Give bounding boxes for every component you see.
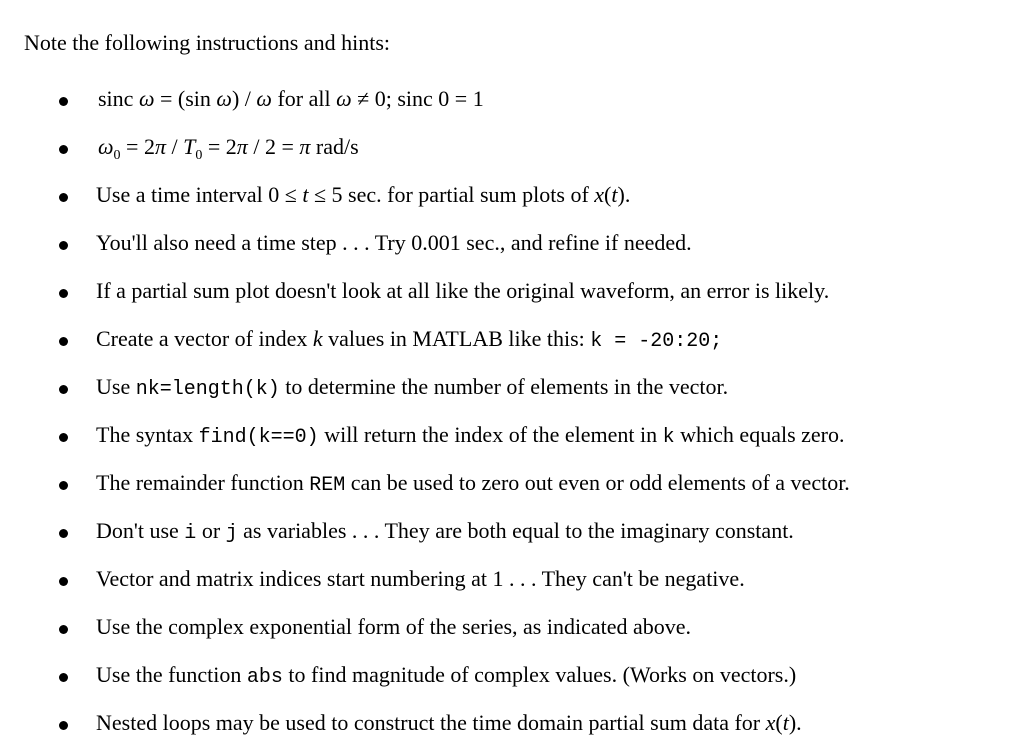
- bullet-icon: [59, 145, 68, 154]
- code-snippet: k = -20:20;: [590, 330, 723, 353]
- page-heading: Note the following instructions and hints:: [24, 30, 391, 55]
- bullet-icon: [59, 193, 68, 202]
- length-hint: Use nk=length(k) to determine the number of elements in the vector.: [96, 374, 729, 401]
- code-snippet: abs: [246, 666, 283, 689]
- list-item: [0, 516, 1024, 546]
- nested-loops-hint: Nested loops may be used to construct the time domain partial sum data for x(t).: [96, 710, 802, 735]
- code-snippet: find(k==0): [198, 426, 319, 449]
- sinc-definition: sinc ω = (sin ω) / ω for all ω ≠ 0; sinc 0 = 1: [98, 86, 484, 111]
- list-item: [0, 228, 1024, 258]
- code-snippet: nk=length(k): [135, 378, 280, 401]
- list-item: [0, 372, 1024, 402]
- bullet-icon: [59, 673, 68, 682]
- bullet-icon: [59, 241, 68, 250]
- list-item: [0, 276, 1024, 306]
- list-item: [0, 564, 1024, 594]
- time-step-hint: You'll also need a time step . . . Try 0.001 sec., and refine if needed.: [96, 230, 692, 255]
- abs-hint: Use the function abs to find magnitude of complex values. (Works on vectors.): [96, 662, 797, 689]
- bullet-icon: [59, 481, 68, 490]
- code-snippet: i: [184, 522, 197, 545]
- exponential-form-hint: Use the complex exponential form of the series, as indicated above.: [96, 614, 692, 639]
- bullet-icon: [59, 433, 68, 442]
- list-item: [0, 660, 1024, 690]
- code-snippet: j: [225, 522, 238, 545]
- list-item: [0, 468, 1024, 498]
- bullet-icon: [59, 385, 68, 394]
- indices-hint: Vector and matrix indices start numbering at 1 . . . They can't be negative.: [96, 566, 745, 591]
- bullet-icon: [59, 721, 68, 730]
- bullet-icon: [59, 289, 68, 298]
- find-hint: The syntax find(k==0) will return the index of the element in k which equals zero.: [96, 422, 845, 449]
- bullet-icon: [59, 625, 68, 634]
- list-item: [0, 612, 1024, 642]
- fundamental-frequency: $\omega_0 = 2\pi / T_0 = 2\pi / 2 = \pi$ rad/s: [98, 134, 359, 163]
- list-item: [0, 132, 1024, 162]
- list-item: [0, 180, 1024, 210]
- time-interval-hint: Use a time interval 0 ≤ t ≤ 5 sec. for partial sum plots of x(t).: [96, 182, 631, 207]
- list-item: [0, 324, 1024, 354]
- rem-hint: The remainder function REM can be used to zero out even or odd elements of a vector.: [96, 470, 850, 497]
- bullet-icon: [59, 97, 68, 106]
- list-item: [0, 708, 1024, 738]
- code-snippet: k: [662, 426, 675, 449]
- bullet-icon: [59, 337, 68, 346]
- imaginary-hint: Don't use i or j as variables . . . They are both equal to the imaginary constant.: [96, 518, 794, 545]
- bullet-icon: [59, 577, 68, 586]
- list-item: [0, 420, 1024, 450]
- partial-sum-hint: If a partial sum plot doesn't look at all like the original waveform, an error is likely.: [96, 278, 830, 303]
- index-vector-hint: Create a vector of index k values in MATLAB like this: k = -20:20;: [96, 326, 723, 353]
- list-item: [0, 84, 1024, 114]
- bullet-icon: [59, 529, 68, 538]
- code-snippet: REM: [309, 474, 346, 497]
